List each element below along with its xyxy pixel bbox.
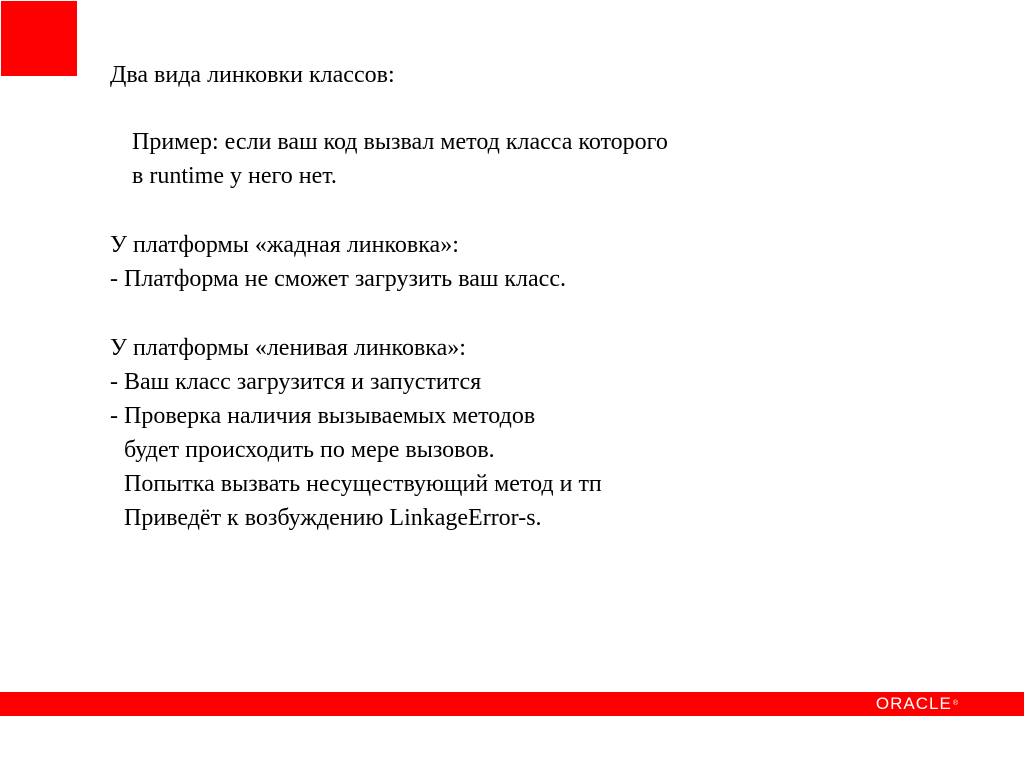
greedy-linking-item-1: - Платформа не сможет загрузить ваш класс. xyxy=(110,266,566,292)
example-line-2: в runtime у него нет. xyxy=(132,163,337,189)
lazy-linking-item-2-line-4: Приведёт к возбуждению LinkageError-s. xyxy=(124,505,542,531)
oracle-logo xyxy=(876,695,958,713)
lazy-linking-item-2-line-2: будет происходить по мере вызовов. xyxy=(124,437,495,463)
lazy-linking-item-1: - Ваш класс загрузится и запустится xyxy=(110,369,482,395)
example-line-1: Пример: если ваш код вызвал метод класса которого xyxy=(132,129,668,155)
greedy-linking-title: У платформы «жадная линковка»: xyxy=(110,232,459,258)
corner-red-square xyxy=(1,1,77,76)
oracle-logo-text: ORACLE xyxy=(875,694,952,713)
lazy-linking-item-2-line-3: Попытка вызвать несуществующий метод и тп xyxy=(124,471,602,497)
footer-red-bar xyxy=(0,692,1024,716)
slide-heading: Два вида линковки классов: xyxy=(110,62,395,88)
registered-mark: ® xyxy=(952,700,958,707)
lazy-linking-item-2-line-1: - Проверка наличия вызываемых методов xyxy=(110,403,536,429)
lazy-linking-title: У платформы «ленивая линковка»: xyxy=(110,335,466,361)
